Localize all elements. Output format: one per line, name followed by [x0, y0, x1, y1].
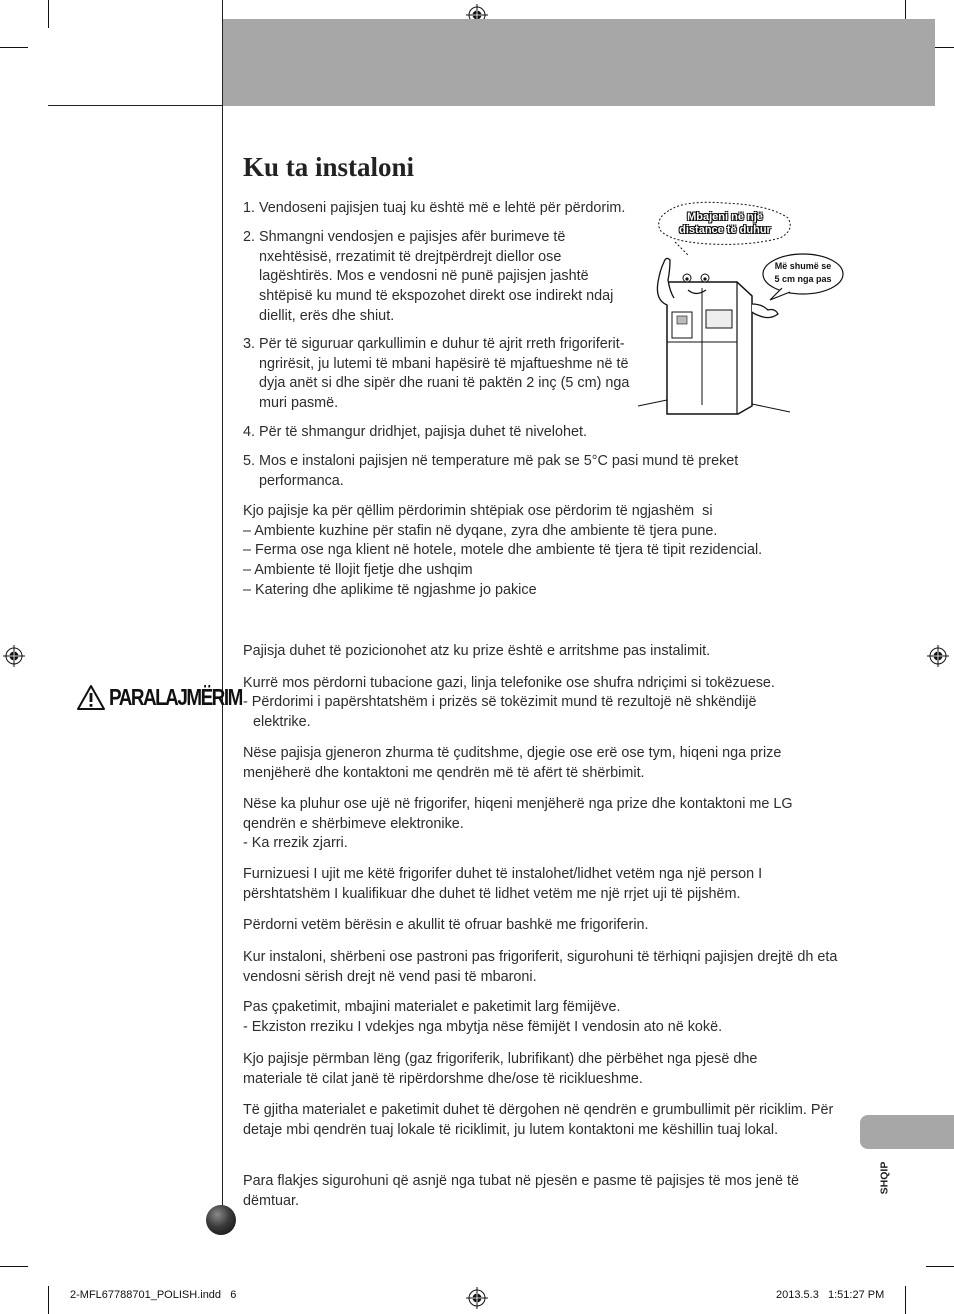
instruction-item-1: 1. Vendoseni pajisjen tuaj ku është më e lehtë për përdorim.	[243, 200, 626, 216]
warning-paragraph: Përdorni vetëm bërësin e akullit të ofruar bashkë me frigoriferin.	[243, 917, 649, 933]
margin-divider	[222, 0, 223, 1214]
warning-paragraph: - Ekziston rreziku I vdekjes nga mbytja nëse fëmijët I vendosin ato në kokë.	[243, 1019, 723, 1035]
instruction-item-5: 5. Mos e instaloni pajisjen në temperature më pak se 5°C pasi mund të preket performanca.	[243, 453, 739, 489]
warning-label	[76, 684, 271, 711]
bullet-ball	[206, 1205, 236, 1235]
warning-paragraph: Furnizuesi I ujit me këtë frigorifer duhet të instalohet/lidhet vetëm nga një person I përshtatshëm I kualifikuar dhe duhet të lidhet vetëm me një rrjet uji të pijshëm.	[243, 866, 763, 902]
header-band	[223, 19, 935, 106]
bubble2-line2: 5 cm nga pas	[774, 274, 832, 284]
warning-paragraph: - Ka rrezik zjarri.	[243, 835, 348, 851]
bubble-text-distance	[660, 211, 790, 237]
crop-mark	[905, 1286, 906, 1314]
registration-mark-icon	[466, 1287, 488, 1309]
warning-subnote: - Përdorimi i papërshtatshëm i prizës së tokëzimit mund të rezultojë në shkëndijë elektrike.	[243, 694, 757, 730]
instruction-item-2: 2. Shmangni vendosjen e pajisjes afër burimeve të nxehtësisë, rrezatimit të drejtpërdrejt diellor ose lagështirës. Mos e vendosni në punë pajisjen jashtë shtëpisë ku mund të ekspozohet direkt ose indirekt ndaj diellit, erës dhe shiut.	[243, 229, 614, 324]
warning-paragraph: Kurrë mos përdorni tubacione gazi, linja telefonike ose shufra ndriçimi si tokëzuese.	[243, 675, 775, 691]
usage-list-item: – Ambiente kuzhine për stafin në dyqane, zyra dhe ambiente të tjera pune.	[243, 523, 718, 539]
bubble1-line2: distance të duhur	[679, 224, 771, 236]
usage-intro: Kjo pajisje ka për qëllim përdorimin shtëpiak ose përdorim të ngjashëm si	[243, 503, 713, 519]
crop-mark	[48, 1286, 49, 1314]
crop-mark	[48, 0, 49, 28]
warning-paragraph: Nëse ka pluhur ose ujë në frigorifer, hiqeni menjëherë nga prize dhe kontaktoni me LG qendrën e shërbimeve elektronike.	[243, 796, 793, 832]
warning-paragraph: Para flakjes sigurohuni që asnjë nga tubat në pjesën e pasme të pajisjes të mos jenë të dëmtuar.	[243, 1173, 799, 1209]
instruction-item-3: 3. Për të siguruar qarkullimin e duhur të ajrit rreth frigoriferit- ngrirësit, ju lutemi të mbani hapësirë të mjaftueshme në të dyja anët si dhe sipër dhe ruani të paktën 2 inç (5 cm) nga muri pasmë.	[243, 336, 630, 412]
bubble1-line1: Mbajeni në një	[687, 211, 763, 223]
instruction-item-4: 4. Për të shmangur dridhjet, pajisja duhet të nivelohet.	[243, 424, 587, 440]
crop-mark	[0, 1266, 28, 1267]
registration-mark-icon	[3, 645, 25, 667]
usage-list-item: – Ferma ose nga klient në hotele, motele dhe ambiente të tjera të tipit rezidencial.	[243, 542, 763, 558]
usage-list-item: – Ambiente të llojit fjetje dhe ushqim	[243, 562, 473, 578]
footer-timestamp: 2013.5.3 1:51:27 PM	[776, 1289, 885, 1301]
bubble2-line1: Më shumë se	[774, 261, 832, 271]
language-tab	[860, 1115, 954, 1149]
crop-mark	[926, 1266, 954, 1267]
warning-paragraph: Pas çpaketimit, mbajini materialet e paketimit larg fëmijëve.	[243, 999, 621, 1015]
language-label	[866, 1160, 902, 1196]
language-label-text: SHQIP	[878, 1161, 890, 1195]
warning-paragraph: Kjo pajisje përmban lëng (gaz frigoriferik, lubrifikant) dhe përbëhet nga pjesë dhe materiale të cilat janë të ripërdorshme dhe/ose të riciklueshme.	[243, 1051, 758, 1087]
warning-paragraph	[243, 693, 803, 732]
usage-list-item: – Katering dhe aplikime të ngjashme jo pakice	[243, 582, 537, 598]
page-title: Ku ta instaloni	[243, 152, 415, 182]
warning-paragraph: Kur instaloni, shërbeni ose pastroni pas frigoriferit, sigurohuni të tërhiqni pajisjen drejtë dh eta vendosni sërish drejt në vend pasi të mbaroni.	[243, 949, 838, 985]
fridge-illustration	[630, 200, 845, 415]
warning-paragraph: Pajisja duhet të pozicionohet atz ku prize është e arritshme pas instalimit.	[243, 643, 711, 659]
bubble-text-5cm	[764, 260, 842, 286]
registration-mark-icon	[927, 645, 949, 667]
warning-title: PARALAJMËRIM	[109, 684, 242, 710]
warning-triangle-icon	[76, 684, 106, 711]
warning-paragraph: Të gjitha materialet e paketimit duhet të dërgohen në qendrën e grumbullimit për riciklim. Për detaje mbi qendrën tuaj lokale të riciklimit, ju lutem kontaktoni me këshillin tuaj lokal.	[243, 1102, 834, 1138]
header-divider	[48, 105, 223, 106]
crop-mark	[0, 47, 28, 48]
warning-paragraph: Nëse pajisja gjeneron zhurma të çuditshme, djegie ose erë ose tym, hiqeni nga prize menjëherë dhe kontaktoni me qendrën më të afërt të shërbimit.	[243, 745, 782, 781]
footer-filename: 2-MFL67788701_POLISH.indd 6	[70, 1289, 237, 1301]
